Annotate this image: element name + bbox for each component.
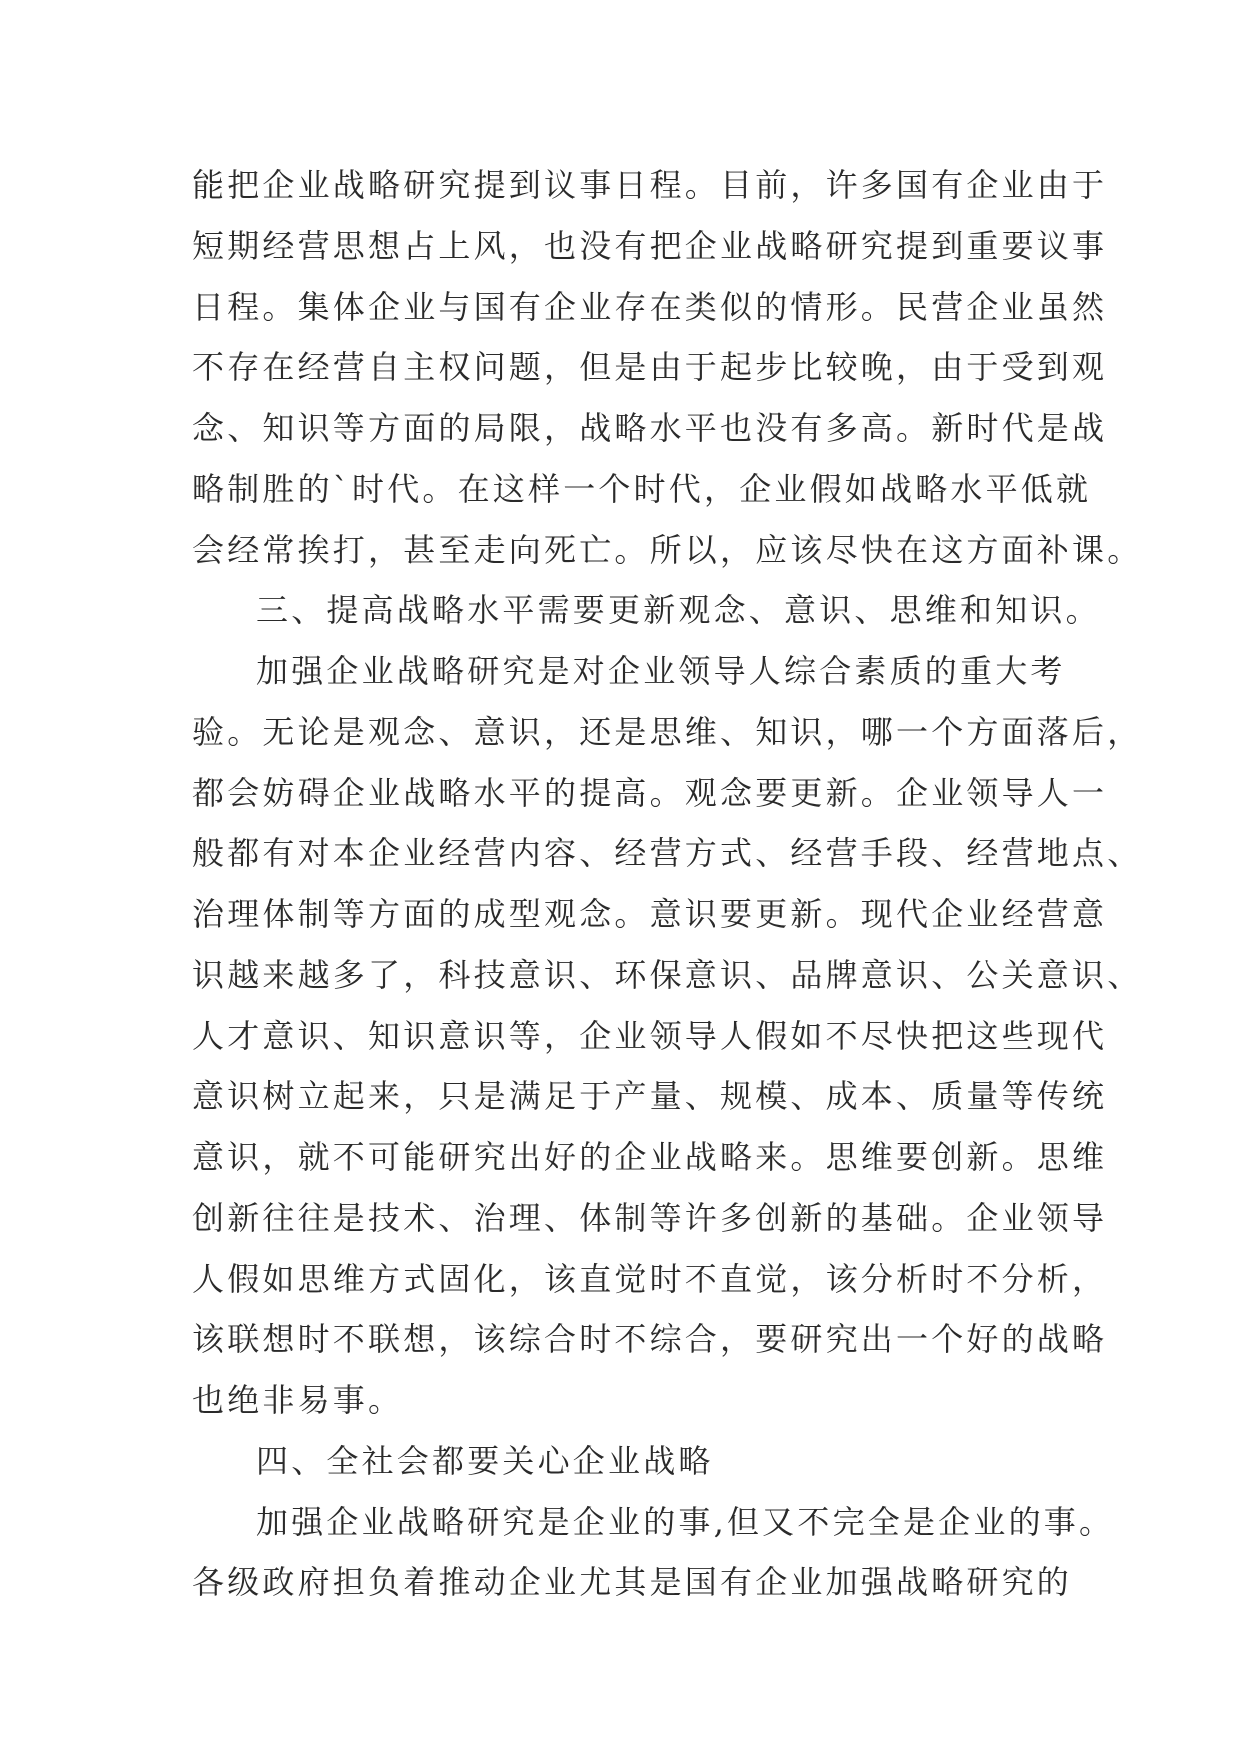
- text-line: 人假如思维方式固化，该直觉时不直觉，该分析时不分析，: [192, 1259, 1108, 1298]
- text-line: 会经常挨打，甚至走向死亡。所以，应该尽快在这方面补课。: [192, 530, 1143, 569]
- text-line: 也绝非易事。: [192, 1381, 404, 1419]
- text-line: 都会妨碍企业战略水平的提高。观念要更新。企业领导人一: [192, 773, 1108, 812]
- text-line: 该联想时不联想，该综合时不综合，要研究出一个好的战略: [192, 1320, 1108, 1359]
- document-body: [192, 155, 1143, 1613]
- text-line: 日程。集体企业与国有企业存在类似的情形。民营企业虽然: [192, 287, 1108, 326]
- paragraph-first-line: 三、提高战略水平需要更新观念、意识、思维和知识。: [256, 591, 1101, 630]
- text-line: 识越来越多了，科技意识、环保意识、品牌意识、公关意识、: [192, 955, 1143, 994]
- paragraph-first-line: 四、全社会都要关心企业战略: [256, 1441, 714, 1480]
- text-line: 意识，就不可能研究出好的企业战略来。思维要创新。思维: [192, 1138, 1108, 1176]
- paragraph-first-line: 加强企业战略研究是对企业领导人综合素质的重大考: [256, 652, 1066, 690]
- text-line: 能把企业战略研究提到议事日程。目前，许多国有企业由于: [192, 166, 1108, 204]
- text-line: 略制胜的`时代。在这样一个时代，企业假如战略水平低就: [192, 469, 1092, 508]
- text-line: 人才意识、知识意识等，企业领导人假如不尽快把这些现代: [192, 1016, 1108, 1055]
- text-line: 念、知识等方面的局限，战略水平也没有多高。新时代是战: [192, 409, 1108, 447]
- text-line: 各级政府担负着推动企业尤其是国有企业加强战略研究的: [192, 1563, 1073, 1602]
- text-line: 意识树立起来，只是满足于产量、规模、成本、质量等传统: [192, 1077, 1108, 1116]
- text-line: 创新往往是技术、治理、体制等许多创新的基础。企业领导: [192, 1198, 1108, 1237]
- text-line: 治理体制等方面的成型观念。意识要更新。现代企业经营意: [192, 895, 1108, 933]
- text-line: 不存在经营自主权问题，但是由于起步比较晚，由于受到观: [192, 348, 1108, 387]
- text-line: 短期经营思想占上风，也没有把企业战略研究提到重要议事: [192, 226, 1108, 265]
- text-line: 验。无论是观念、意识，还是思维、知识，哪一个方面落后，: [192, 712, 1143, 751]
- paragraph-first-line: 加强企业战略研究是企业的事,但又不完全是企业的事。: [256, 1502, 1115, 1541]
- text-line: 般都有对本企业经营内容、经营方式、经营手段、经营地点、: [192, 834, 1143, 873]
